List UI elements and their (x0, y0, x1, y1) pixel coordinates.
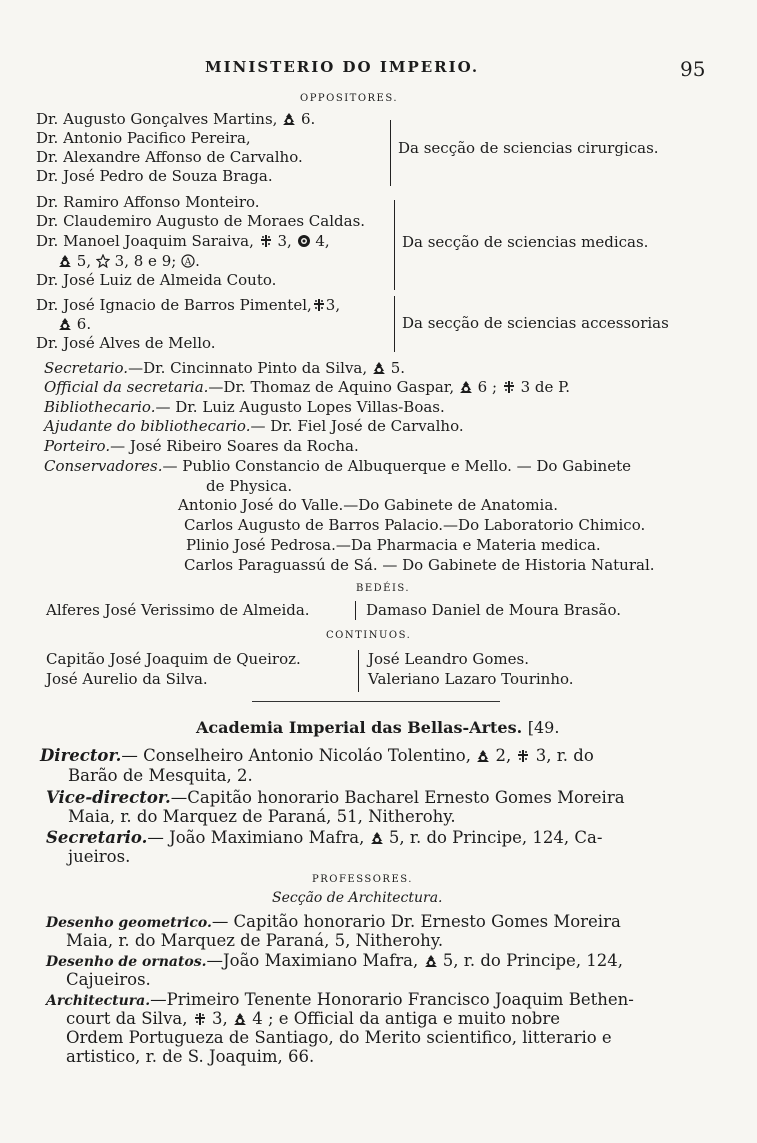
cross-icon (312, 298, 326, 312)
rose-icon (424, 954, 438, 968)
group-bracket (394, 200, 395, 290)
section-heading-bedeis: BEDÉIS. (356, 583, 411, 594)
cross-icon (502, 380, 516, 394)
wreath-icon (297, 234, 311, 248)
group-label: Da secção de sciencias cirurgicas. (398, 139, 659, 157)
academia-line: Secretario.— João Maximiano Mafra, 5, r. do Principe, 124, Ca- (46, 828, 603, 847)
conservador-line: Plinio José Pedrosa.—Da Pharmacia e Materia medica. (186, 536, 601, 554)
divider-rule (252, 701, 500, 702)
oppositor-line: Dr. José Ignacio de Barros Pimentel, 3, (36, 296, 341, 314)
group-label: Da secção de sciencias accessorias (402, 314, 669, 332)
page-number: 95 (680, 57, 706, 81)
oppositor-line: Dr. Claudemiro Augusto de Moraes Caldas. (36, 212, 366, 230)
oppositor-line: Dr. Alexandre Affonso de Carvalho. (36, 148, 303, 166)
column-divider (355, 601, 356, 620)
conservador-line: Carlos Paraguassú de Sá. — Do Gabinete de Historia Natural. (184, 556, 655, 574)
academia-line: Barão de Mesquita, 2. (68, 766, 253, 785)
staff-line: de Physica. (206, 477, 293, 495)
conservador-line: Antonio José do Valle.—Do Gabinete de Anatomia. (178, 496, 559, 514)
academia-line: Cajueiros. (66, 970, 151, 989)
cross-icon (193, 1012, 207, 1026)
rose-icon (58, 317, 72, 331)
conservador-line: Carlos Augusto de Barros Palacio.—Do Laboratorio Chimico. (184, 516, 646, 534)
academia-line: artistico, r. de S. Joaquim, 66. (66, 1047, 315, 1066)
running-header: MINISTERIO DO IMPERIO. (205, 58, 480, 76)
group-label: Da secção de sciencias medicas. (402, 233, 649, 251)
academia-line: Maia, r. do Marquez de Paraná, 5, Nitherohy. (66, 931, 444, 950)
section-heading-continuos: CONTINUOS. (326, 630, 412, 641)
group-bracket (390, 120, 391, 186)
academia-line: Desenho de ornatos.—João Maximiano Mafra, 5, r. do Principe, 124, (46, 951, 624, 970)
academia-line: Architectura.—Primeiro Tenente Honorario Francisco Joaquim Bethen- (46, 990, 634, 1009)
staff-line: Bibliothecario.— Dr. Luiz Augusto Lopes Villas-Boas. (44, 398, 445, 416)
continuo-left: Capitão José Joaquim de Queiroz. (46, 650, 301, 668)
continuo-right: José Leandro Gomes. (368, 650, 529, 668)
column-divider (358, 650, 359, 692)
rose-icon (476, 749, 490, 763)
star-icon (96, 254, 110, 268)
cross-icon (516, 749, 530, 763)
rose-icon (233, 1012, 247, 1026)
staff-line: Secretario.—Dr. Cincinnato Pinto da Silva, 5. (44, 359, 406, 377)
staff-line: Ajudante do bibliothecario.— Dr. Fiel José de Carvalho. (44, 417, 464, 435)
section-heading-oppositores: OPPOSITORES. (300, 93, 399, 104)
circled-a-icon (181, 254, 195, 268)
oppositor-line: Dr. Ramiro Affonso Monteiro. (36, 193, 260, 211)
rose-icon (372, 361, 386, 375)
oppositor-line: Dr. Augusto Gonçalves Martins, 6. (36, 110, 316, 128)
staff-line: Porteiro.— José Ribeiro Soares da Rocha. (44, 437, 359, 455)
academia-line: court da Silva, 3, 4 ; e Official da antiga e muito nobre (66, 1009, 560, 1028)
cross-icon (259, 234, 273, 248)
academia-line: Vice-director.—Capitão honorario Bacharel Ernesto Gomes Moreira (46, 788, 625, 807)
academia-line: Director.— Conselheiro Antonio Nicoláo Tolentino, 2, 3, r. do (40, 746, 594, 765)
oppositor-line: 6. (58, 316, 91, 333)
continuo-left: José Aurelio da Silva. (46, 670, 208, 688)
bedel-right: Damaso Daniel de Moura Brasão. (366, 601, 621, 619)
continuo-right: Valeriano Lazaro Tourinho. (368, 670, 574, 688)
oppositor-line: Dr. José Pedro de Souza Braga. (36, 167, 273, 185)
rose-icon (459, 380, 473, 394)
oppositor-line: 5, 3, 8 e 9; . (58, 253, 200, 270)
oppositor-line: Dr. Manoel Joaquim Saraiva, 3, 4, (36, 232, 330, 250)
staff-line: Conservadores.— Publio Constancio de Albuquerque e Mello. — Do Gabinete (44, 457, 631, 475)
rose-icon (370, 831, 384, 845)
academia-line: jueiros. (68, 847, 131, 866)
subsection-heading: Secção de Architectura. (272, 890, 443, 906)
group-bracket (394, 296, 395, 352)
academia-line: Ordem Portugueza de Santiago, do Merito scientifico, litterario e (66, 1028, 612, 1047)
rose-icon (58, 254, 72, 268)
rose-icon (282, 112, 296, 126)
oppositor-line: Dr. José Alves de Mello. (36, 334, 216, 352)
oppositor-line: Dr. Antonio Pacifico Pereira, (36, 129, 251, 147)
academia-title: Academia Imperial das Bellas-Artes. [49. (196, 718, 560, 737)
staff-line: Official da secretaria.—Dr. Thomaz de Aquino Gaspar, 6 ; 3 de P. (44, 378, 570, 396)
academia-line: Desenho geometrico.— Capitão honorario Dr. Ernesto Gomes Moreira (46, 912, 621, 931)
oppositor-line: Dr. José Luiz de Almeida Couto. (36, 271, 277, 289)
academia-line: Maia, r. do Marquez de Paraná, 51, Nitherohy. (68, 807, 456, 826)
section-heading-professores: PROFESSORES. (312, 874, 413, 885)
bedel-left: Alferes José Verissimo de Almeida. (46, 601, 310, 619)
